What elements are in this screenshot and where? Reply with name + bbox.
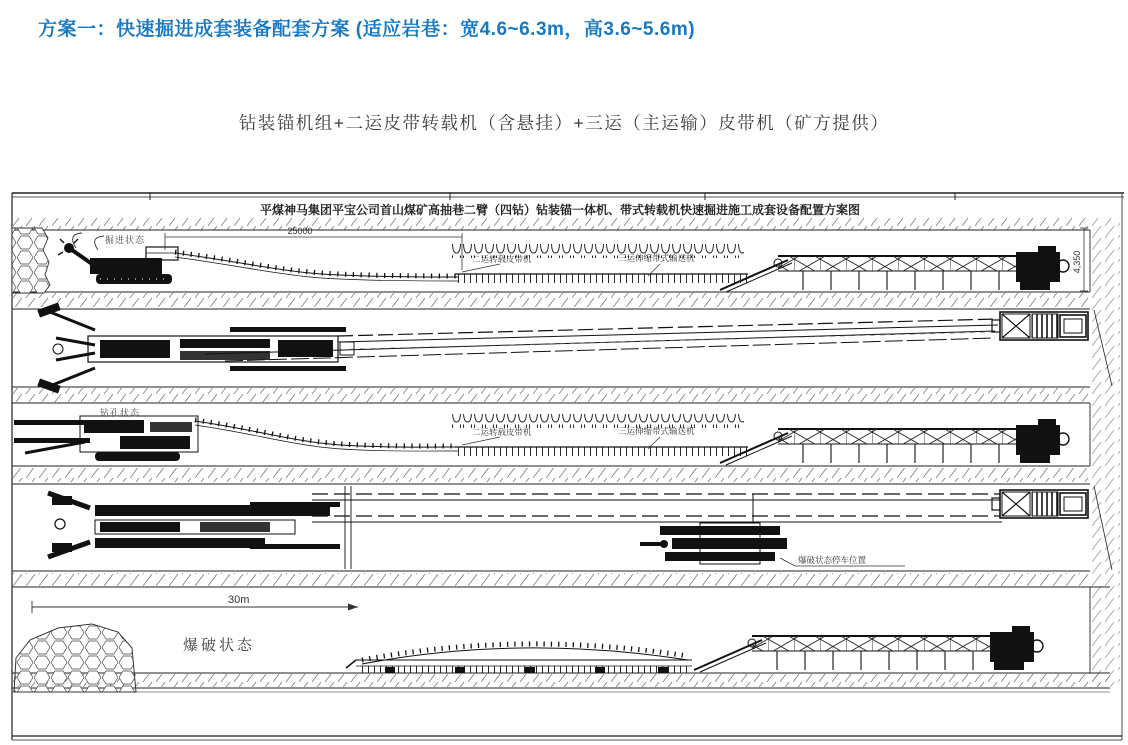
- conveyor-plan-lines: [312, 486, 1002, 569]
- drawing-title: 平煤神马集团平宝公司首山煤矿高抽巷二臂（四钻）钻装锚一体机、带式转载机快速掘进施工成套设备配置方案图: [259, 203, 861, 217]
- suspended-belt-loops: [452, 414, 744, 428]
- band1-tunneling-side-view: [12, 226, 1088, 293]
- floor-belt-frame: [455, 274, 748, 283]
- band2-plan-view: [37, 302, 1088, 393]
- band4-plan-view: [48, 486, 1088, 569]
- state-label-drilling: 钻孔状态: [100, 408, 141, 418]
- bridge-conveyor-side: [195, 420, 458, 451]
- blasted-rock-pile: [14, 624, 136, 692]
- rock-face: [12, 228, 50, 293]
- transfer-truss-conveyor: [720, 419, 1069, 465]
- svg-text:30m: 30m: [228, 594, 250, 606]
- transfer-truss-conveyor: [694, 626, 1043, 672]
- drill-rig-plan-folded-icon: [48, 493, 340, 557]
- transfer-truss-conveyor: [720, 246, 1069, 292]
- state-label-tunneling: 掘进状态: [105, 235, 146, 245]
- svg-text:4,350: 4,350: [1072, 250, 1082, 274]
- belt-storage-unit: [992, 490, 1088, 518]
- band3-drilling-side-view: [14, 407, 1069, 465]
- dim-25000: [165, 226, 462, 270]
- roadheader-excavating-icon: [58, 239, 178, 284]
- dim-30m: [32, 594, 358, 613]
- page-subtitle: 钻装锚机组+二运皮带转载机（含悬挂）+三运（主运输）皮带机（矿方提供）: [238, 113, 890, 133]
- state-label-blasting: 爆破状态: [183, 637, 256, 654]
- roadheader-drilling-icon: [14, 416, 198, 461]
- page-title: 方案一：快速掘进成套装备配套方案 (适应岩巷：宽4.6~6.3m，高3.6~5.6m): [38, 19, 696, 40]
- blast-parking-label: 爆破状态停车位置: [798, 555, 867, 565]
- svg-text:25000: 25000: [287, 226, 313, 236]
- scheme-drawing: [0, 190, 1128, 745]
- conveyor3-label: 三运伸缩带式输送机: [618, 253, 695, 263]
- conveyor3-label: 三运伸缩带式输送机: [618, 426, 695, 436]
- conveyor2-label: 二运转载皮带机: [472, 254, 532, 264]
- parked-bolter-rig-icon: [640, 523, 787, 564]
- dim-4350: [1072, 228, 1088, 291]
- conveyor2-label: 二运转载皮带机: [472, 427, 532, 437]
- belt-storage-unit: [992, 312, 1088, 340]
- drill-rig-plan-extended-icon: [37, 302, 354, 393]
- floor-belt-frame: [455, 447, 748, 456]
- bridge-conveyor-side: [175, 252, 458, 281]
- parked-bridge-conveyor-icon: [346, 644, 692, 673]
